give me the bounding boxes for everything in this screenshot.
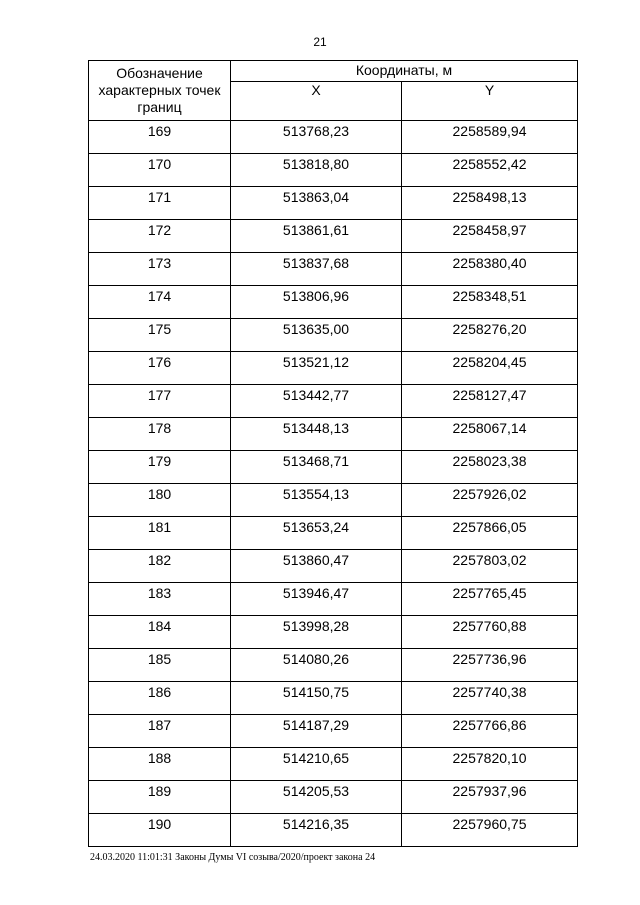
header-coordinates: Координаты, м bbox=[231, 61, 578, 82]
y-cell: 2257960,75 bbox=[402, 814, 578, 847]
table-row bbox=[89, 781, 578, 814]
x-cell: 514080,26 bbox=[231, 649, 402, 682]
table-row bbox=[89, 649, 578, 682]
table-row bbox=[89, 550, 578, 583]
y-cell: 2258348,51 bbox=[402, 286, 578, 319]
table-row bbox=[89, 583, 578, 616]
x-cell: 513521,12 bbox=[231, 352, 402, 385]
y-cell: 2258458,97 bbox=[402, 220, 578, 253]
y-cell: 2257736,96 bbox=[402, 649, 578, 682]
table-row bbox=[89, 385, 578, 418]
table-row bbox=[89, 484, 578, 517]
table-row bbox=[89, 418, 578, 451]
point-cell: 178 bbox=[89, 418, 231, 451]
x-cell: 513837,68 bbox=[231, 253, 402, 286]
x-cell: 513861,61 bbox=[231, 220, 402, 253]
coordinates-table bbox=[88, 60, 578, 847]
x-cell: 514216,35 bbox=[231, 814, 402, 847]
table-row bbox=[89, 319, 578, 352]
y-cell: 2258023,38 bbox=[402, 451, 578, 484]
y-cell: 2257926,02 bbox=[402, 484, 578, 517]
x-cell: 513448,13 bbox=[231, 418, 402, 451]
x-cell: 514205,53 bbox=[231, 781, 402, 814]
table-row bbox=[89, 154, 578, 187]
x-cell: 513554,13 bbox=[231, 484, 402, 517]
y-cell: 2258067,14 bbox=[402, 418, 578, 451]
table-row bbox=[89, 682, 578, 715]
table-row bbox=[89, 286, 578, 319]
table-row bbox=[89, 220, 578, 253]
x-cell: 513860,47 bbox=[231, 550, 402, 583]
point-cell: 182 bbox=[89, 550, 231, 583]
point-cell: 181 bbox=[89, 517, 231, 550]
table-row bbox=[89, 748, 578, 781]
point-cell: 188 bbox=[89, 748, 231, 781]
header-y: Y bbox=[402, 81, 578, 120]
point-cell: 176 bbox=[89, 352, 231, 385]
table-body bbox=[89, 121, 578, 847]
point-cell: 189 bbox=[89, 781, 231, 814]
y-cell: 2258127,47 bbox=[402, 385, 578, 418]
x-cell: 513653,24 bbox=[231, 517, 402, 550]
x-cell: 514210,65 bbox=[231, 748, 402, 781]
point-cell: 173 bbox=[89, 253, 231, 286]
point-cell: 184 bbox=[89, 616, 231, 649]
x-cell: 513468,71 bbox=[231, 451, 402, 484]
point-cell: 186 bbox=[89, 682, 231, 715]
point-cell: 171 bbox=[89, 187, 231, 220]
point-cell: 183 bbox=[89, 583, 231, 616]
x-cell: 513863,04 bbox=[231, 187, 402, 220]
point-cell: 177 bbox=[89, 385, 231, 418]
y-cell: 2257740,38 bbox=[402, 682, 578, 715]
table-row bbox=[89, 451, 578, 484]
point-cell: 179 bbox=[89, 451, 231, 484]
y-cell: 2257760,88 bbox=[402, 616, 578, 649]
point-cell: 175 bbox=[89, 319, 231, 352]
y-cell: 2258276,20 bbox=[402, 319, 578, 352]
header-designation: Обозначение характерных точек границ bbox=[89, 61, 231, 121]
table-row bbox=[89, 352, 578, 385]
point-cell: 185 bbox=[89, 649, 231, 682]
point-cell: 190 bbox=[89, 814, 231, 847]
x-cell: 513442,77 bbox=[231, 385, 402, 418]
y-cell: 2257866,05 bbox=[402, 517, 578, 550]
x-cell: 513998,28 bbox=[231, 616, 402, 649]
x-cell: 514150,75 bbox=[231, 682, 402, 715]
y-cell: 2258204,45 bbox=[402, 352, 578, 385]
x-cell: 514187,29 bbox=[231, 715, 402, 748]
x-cell: 513946,47 bbox=[231, 583, 402, 616]
point-cell: 187 bbox=[89, 715, 231, 748]
x-cell: 513818,80 bbox=[231, 154, 402, 187]
x-cell: 513806,96 bbox=[231, 286, 402, 319]
point-cell: 170 bbox=[89, 154, 231, 187]
point-cell: 169 bbox=[89, 121, 231, 154]
header-x: X bbox=[231, 81, 402, 120]
y-cell: 2257766,86 bbox=[402, 715, 578, 748]
y-cell: 2257803,02 bbox=[402, 550, 578, 583]
y-cell: 2257820,10 bbox=[402, 748, 578, 781]
point-cell: 172 bbox=[89, 220, 231, 253]
y-cell: 2258380,40 bbox=[402, 253, 578, 286]
point-cell: 180 bbox=[89, 484, 231, 517]
y-cell: 2258589,94 bbox=[402, 121, 578, 154]
table-row bbox=[89, 715, 578, 748]
table-row bbox=[89, 616, 578, 649]
y-cell: 2258552,42 bbox=[402, 154, 578, 187]
table-row bbox=[89, 121, 578, 154]
table-row bbox=[89, 517, 578, 550]
table-row bbox=[89, 814, 578, 847]
y-cell: 2257765,45 bbox=[402, 583, 578, 616]
x-cell: 513768,23 bbox=[231, 121, 402, 154]
page-number: 21 bbox=[313, 35, 327, 49]
y-cell: 2258498,13 bbox=[402, 187, 578, 220]
table-row bbox=[89, 187, 578, 220]
x-cell: 513635,00 bbox=[231, 319, 402, 352]
point-cell: 174 bbox=[89, 286, 231, 319]
y-cell: 2257937,96 bbox=[402, 781, 578, 814]
table-row bbox=[89, 253, 578, 286]
document-footer: 24.03.2020 11:01:31 Законы Думы VI созыва/2020/проект закона 24 bbox=[90, 852, 376, 863]
